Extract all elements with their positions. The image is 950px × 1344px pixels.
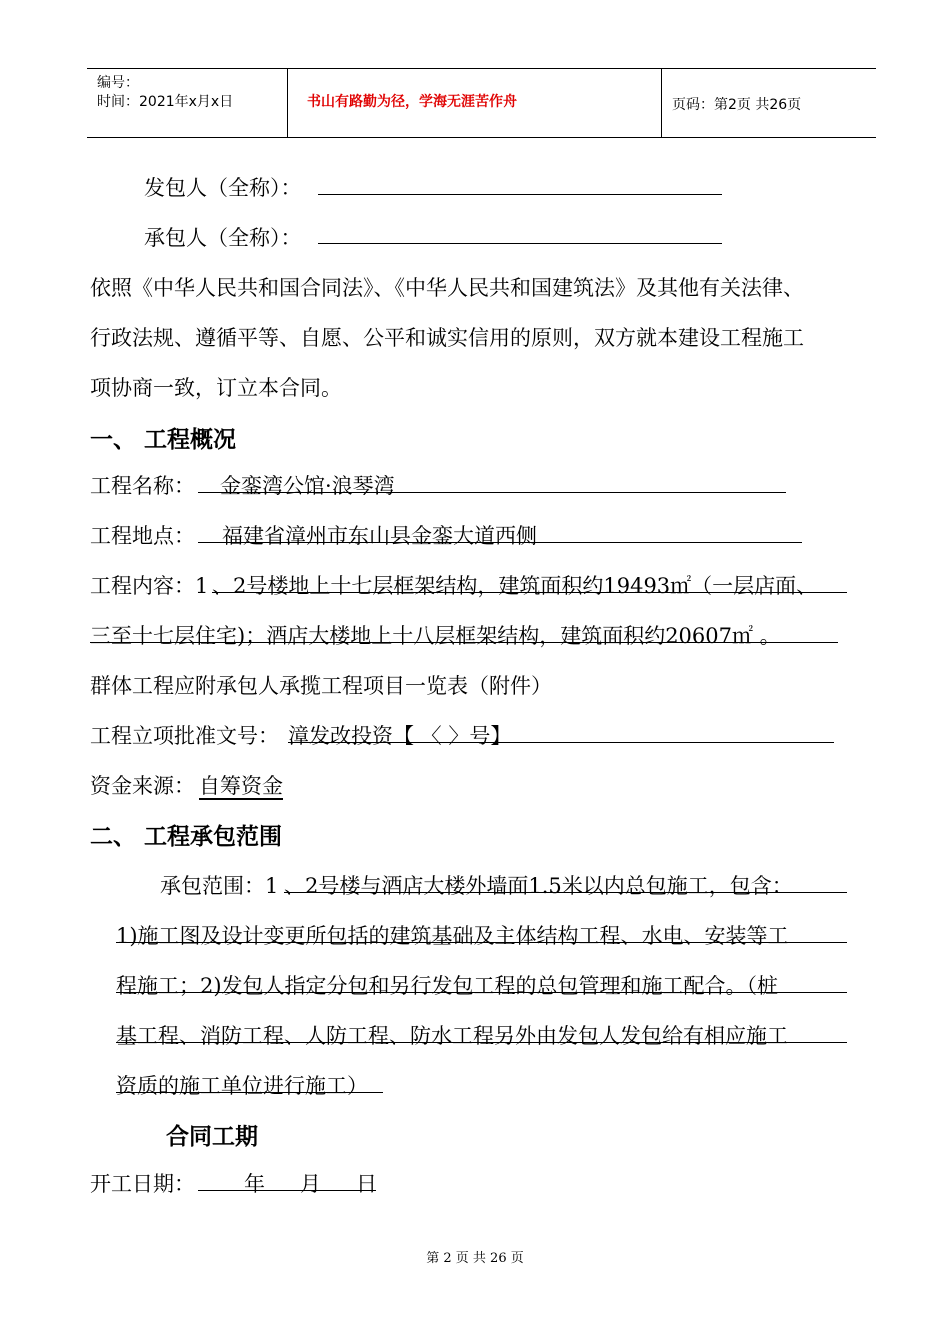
group-project-note: 群体工程应附承包人承揽工程项目一览表（附件）: [90, 674, 552, 698]
project-content-line: 三至十七层住宅)；酒店大楼地上十八层框架结构，建筑面积约20607㎡ 。: [90, 624, 781, 648]
scope-line: 程施工；2)发包人指定分包和另行发包工程的总包管理和施工配合。（桩: [116, 974, 779, 998]
project-content-line: 、2号楼地上十七层框架结构，建筑面积约19493㎡（一层店面、: [212, 574, 818, 598]
page-footer: 第 2 页 共 26 页: [426, 1251, 524, 1266]
page-header: [87, 68, 876, 138]
project-name-underline: [198, 492, 786, 493]
project-content-underline: [90, 642, 838, 643]
scope-underline: [284, 892, 847, 893]
project-location-value: 福建省漳州市东山县金銮大道西侧: [222, 524, 537, 548]
approval-number-label: 工程立项批准文号：: [90, 724, 279, 748]
project-name-value: 金銮湾公馆·浪琴湾: [220, 474, 395, 498]
employer-label: 发包人（全称）：: [144, 176, 302, 200]
scope-line: 1)施工图及设计变更所包括的建筑基础及主体结构工程、水电、安装等工: [116, 924, 789, 948]
scope-underline: [116, 992, 847, 993]
header-motto: 书山有路勤为径，学海无涯苦作舟: [307, 94, 517, 110]
preamble-line: 行政法规、遵循平等、自愿、公平和诚实信用的原则，双方就本建设工程施工: [90, 326, 804, 350]
contractor-name-blank: [318, 243, 722, 244]
section-title-schedule: 合同工期: [166, 1124, 258, 1150]
start-date-label: 开工日期：: [90, 1172, 195, 1196]
scope-underline: [116, 1092, 383, 1093]
start-date-month: 月: [300, 1172, 321, 1196]
approval-number-value: 漳发改投资【 〈 〉号】: [288, 724, 512, 748]
page-indicator: 页码：第2页 共26页: [672, 97, 802, 113]
scope-label: 承包范围：1: [160, 874, 279, 898]
document-number-label: 编号：: [97, 75, 139, 91]
funding-source-label: 资金来源：: [90, 774, 195, 798]
project-content-label: 工程内容：1: [90, 574, 209, 598]
section-title-overview: 一、 工程概况: [90, 427, 237, 453]
approval-number-underline: [288, 742, 834, 743]
start-date-day: 日: [356, 1172, 377, 1196]
scope-underline: [116, 1042, 847, 1043]
preamble-line: 项协商一致，订立本合同。: [90, 376, 342, 400]
start-date-underline: [198, 1190, 376, 1191]
section-title-scope: 二、 工程承包范围: [90, 824, 283, 850]
header-divider: [287, 69, 288, 137]
scope-line: 资质的施工单位进行施工）: [116, 1074, 368, 1098]
document-time: 时间：2021年x月x日: [97, 94, 234, 110]
contractor-label: 承包人（全称）：: [144, 226, 302, 250]
project-location-label: 工程地点：: [90, 524, 195, 548]
scope-underline: [116, 942, 847, 943]
funding-source-value: 自筹资金: [199, 774, 283, 798]
scope-line: 基工程、消防工程、人防工程、防水工程另外由发包人发包给有相应施工: [116, 1024, 788, 1048]
employer-name-blank: [318, 194, 722, 195]
preamble-line: 依照《中华人民共和国合同法》、《中华人民共和国建筑法》及其他有关法律、: [90, 276, 804, 300]
project-location-underline: [198, 542, 802, 543]
start-date-year: 年: [244, 1172, 265, 1196]
project-name-label: 工程名称：: [90, 474, 195, 498]
project-content-underline: [212, 592, 847, 593]
header-divider: [661, 69, 662, 137]
scope-line: 、2号楼与酒店大楼外墙面1.5米以内总包施工，包含：: [284, 874, 793, 898]
